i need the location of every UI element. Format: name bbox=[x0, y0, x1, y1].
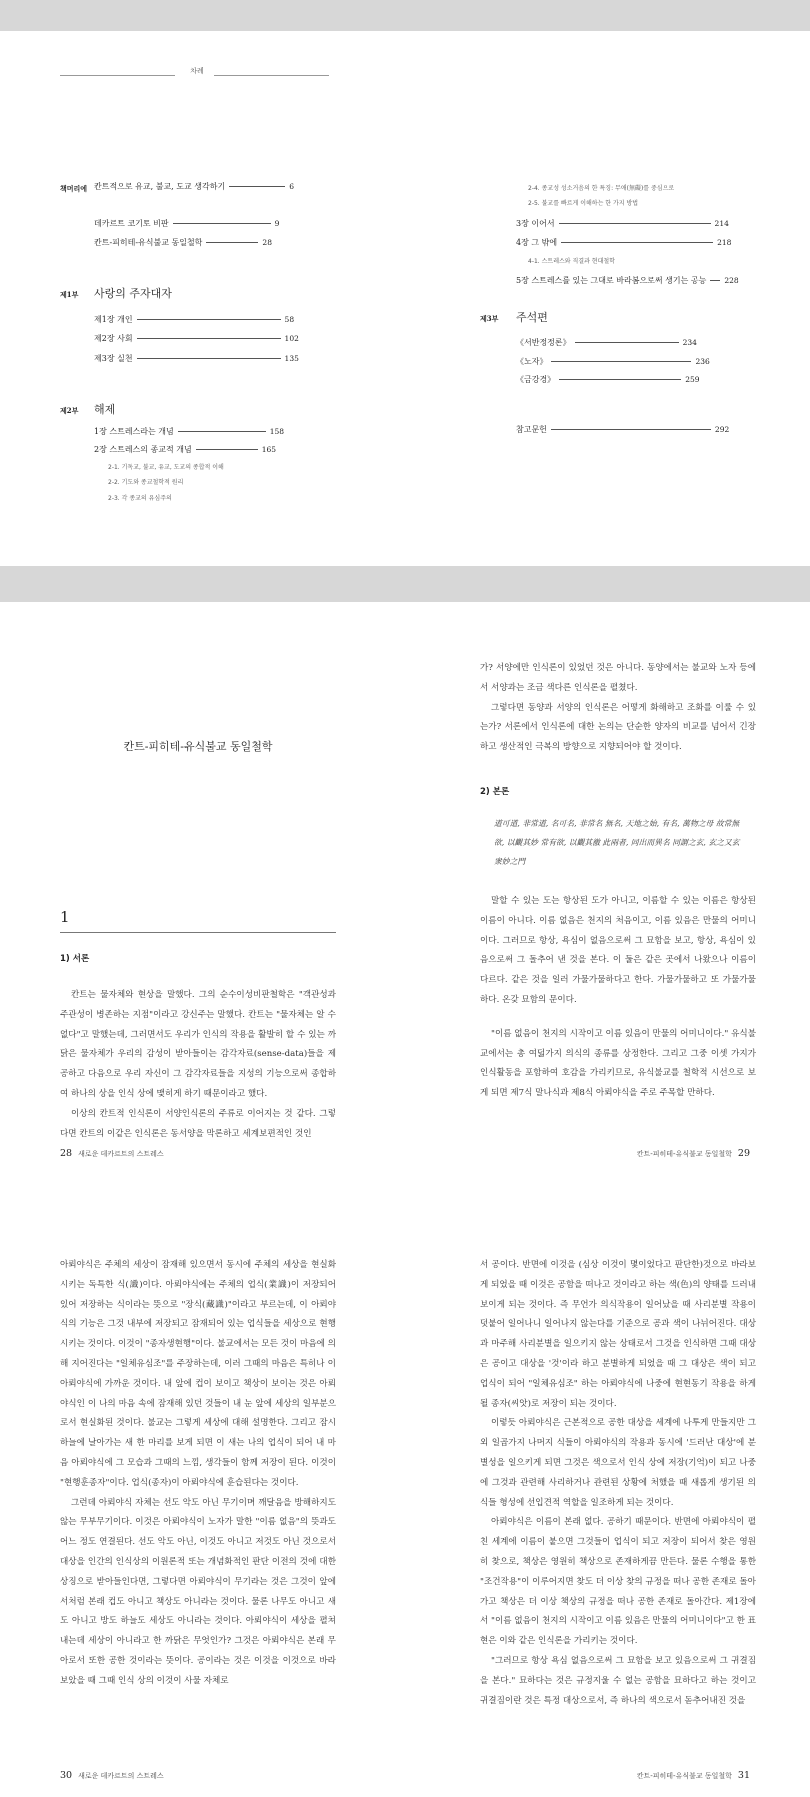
middle-band bbox=[0, 566, 810, 602]
contents-rule-left bbox=[60, 75, 175, 76]
chapter-number: 1 bbox=[60, 908, 70, 926]
toc-entry-kant[interactable] bbox=[94, 237, 272, 248]
paragraph: 말할 수 있는 도는 항상된 도가 아니고, 이름할 수 있는 이름은 항상된 이름이 아니다. 이름 없음은 천지의 처음이고, 이름 있음은 만물의 어미니이다. 그러므로 항상, 욕심이 없음으로써 그 묘함을 보고, 항상, 욕심이 있음으로써 그 돌추어 낸 것을 본다. 이 둘은 같은 곳에서 나왔으나 이름이 다르다. 같은 것을 일러 가물가물하다고 한다. 가물가물하고 또 가물가물하다. 온갖 묘함의 문이다. bbox=[480, 896, 756, 1005]
page-number: 29 bbox=[737, 1148, 750, 1159]
paragraph: 가? 서양에만 인식론이 있었던 것은 아니다. 동양에서는 불교와 노자 등에서 서양과는 조금 색다른 인식론을 펼쳤다. bbox=[480, 663, 756, 693]
part2-title: 해제 bbox=[94, 403, 116, 416]
toc-entry-page: 214 bbox=[714, 219, 729, 228]
toc-subentry[interactable]: 2-2. 기도와 종교철학적 원리 bbox=[108, 479, 184, 486]
paragraph: 그렇다면 동양과 서양의 인식론은 어떻게 화해하고 조화를 이룰 수 있는가? 서론에서 인식론에 대한 논의는 단순한 양자의 비교를 넘어서 긴장하고 생산적인 극복의 방향으로 지향되어야 할 것이다. bbox=[480, 702, 756, 753]
paragraph: "그러므로 항상 욕심 없음으로써 그 묘함을 보고 있음으로써 그 귀결짐을 본다." 묘하다는 것은 규정지울 수 없는 공함을 묘하다고 하는 것이고 귀결짐이란 것은 특정 대상으로서, 즉 하나의 색으로서 돋추어내진 것을 bbox=[480, 1655, 756, 1706]
part2-label: 제2부 bbox=[60, 406, 79, 415]
chapter-title: 칸트-피히테-유식불교 동일철학 bbox=[123, 740, 273, 753]
toc-entry-page: 28 bbox=[262, 238, 272, 247]
toc-entry-page: 218 bbox=[717, 238, 732, 247]
toc-entry-title: 《서반정정론》 bbox=[516, 338, 571, 347]
toc-dotted-leader bbox=[575, 342, 679, 343]
section-heading-intro: 1) 서론 bbox=[60, 954, 90, 964]
toc-entry-page: 259 bbox=[685, 375, 700, 384]
toc-entry-page: 228 bbox=[724, 276, 739, 285]
toc-entry-p3-2[interactable] bbox=[516, 356, 710, 367]
toc-dotted-leader bbox=[137, 338, 281, 339]
toc-dotted-leader bbox=[178, 431, 266, 432]
toc-entry-page: 9 bbox=[274, 219, 280, 228]
toc-entry-page: 165 bbox=[261, 445, 277, 454]
toc-subentry[interactable]: 2-5. 불교를 빠르게 이해하는 한 가지 방법 bbox=[528, 200, 639, 207]
folio-31 bbox=[631, 1770, 750, 1781]
toc-entry-references[interactable] bbox=[516, 424, 729, 435]
page-29-body-top bbox=[480, 659, 756, 758]
running-title: 새로운 데카르트의 스트레스 bbox=[78, 1150, 164, 1158]
toc-entry-page: 292 bbox=[714, 425, 730, 434]
paragraph: 그런데 아뢰야식 자체는 선도 악도 아닌 무기이며 깨달음을 방해하지도 않는 무부무기이다. 이것은 아뢰야식이 노자가 말한 "이름 없음"의 뜻과도 어느 정도 연결된다. 선도 악도 아닌, 이것도 아니고 저것도 아닌 것으로서 대상을 인간의 인식상의 이원론적 또는 개념화적인 판단 이전의 것에 대한 상징으로 받아들인다면, 그렇다면 아뢰야식이 무기라는 것은 그것이 앞에서처럼 본래 컵도 아니고 책상도 아니라는 것이다. 물론 나무도 아니고 새도 아니고 방도 하늘도 세상도 아니라는 것이다. 아뢰야식이 세상을 펼쳐내는데 세상이 아니라고 한 까닭은 무엇인가? 그것은 아뢰야식은 본래 무아로서 또한 공한 것이라는 뜻이다. 공이라는 것은 이것을 이것으로 바라보았을 때 그때 인식 상의 이것이 사물 자체로 bbox=[60, 1497, 336, 1686]
toc-entry-title: 제1장 개인 bbox=[94, 315, 133, 324]
toc-entry-p2-ch3[interactable] bbox=[516, 218, 729, 229]
folio-29 bbox=[631, 1148, 750, 1159]
paragraph: 아뢰야식은 주체의 세상이 잠재해 있으면서 동시에 주체의 세상을 현실화시키는 독특한 식(識)이다. 아뢰야식에는 주체의 업식(業識)이 저장되어 있어 저장하는 식이라는 뜻으로 "장식(藏識)"이라고 부르는데, 이 아뢰야식의 기능은 그것 내부에 저장되고 잠재되어 있는 업식들을 세상으로 현행시키는 것이다. 이것이 "종자생현행"이다. 불교에서는 모든 것이 마음에 의해 지어진다는 "일체유심조"를 주장하는데, 이러 그때의 마음은 특히나 이 아뢰야식에 가까운 것이다. 내 앞에 컵이 보이고 책상이 보이는 것은 아뢰야식인 이 나의 마음 속에 잠재해 있던 것들이 내 눈 앞에 세상의 일부분으로서 현실화된 것이다. 불교는 그렇게 세상에 대해 설명한다. 그리고 잠시 하늘에 날아가는 새 한 마리를 보게 되면 이 새는 나의 업식이 되어 내 마음 아뢰야식에 그 모습과 그때의 느낌, 생각들이 함께 저장이 된다. 이것이 "현행훈종자"이다. 업식(종자)이 아뢰야식에 훈습된다는 것이다. bbox=[60, 1260, 336, 1488]
toc-entry-title: 제2장 사회 bbox=[94, 334, 133, 343]
toc-dotted-leader bbox=[137, 358, 281, 359]
contents-label: 차례 bbox=[190, 67, 204, 75]
toc-entry-p2-ch4[interactable] bbox=[516, 237, 731, 248]
part3-title: 주석편 bbox=[516, 311, 548, 324]
toc-entry-title: 제3장 실천 bbox=[94, 354, 133, 363]
toc-dotted-leader bbox=[551, 361, 691, 362]
toc-entry-p3-1[interactable] bbox=[516, 337, 697, 348]
preface-label: 책머리에 bbox=[60, 184, 88, 193]
toc-entry-page: 58 bbox=[284, 315, 295, 324]
toc-entry-title: 2장 스트레스의 종교적 개념 bbox=[94, 445, 192, 454]
folio-28 bbox=[60, 1148, 170, 1159]
toc-entry-title: 4장 그 밖에 bbox=[516, 238, 558, 247]
page-number: 28 bbox=[60, 1148, 73, 1159]
toc-dotted-leader bbox=[206, 242, 258, 243]
part3-label: 제3부 bbox=[480, 314, 499, 323]
paragraph: 서 공이다. 반면에 이것을 (심상 이것이 몇이었다고 판단한)것으로 바라보게 되었을 때 이것은 공함을 떠나고 것이라고 하는 색(色)의 양태를 드러내보이게 되는 것이다. 즉 무언가 의식작용이 일어났을 때 사리분별 작용이 덧붙어 일어나니 일어나지 않는다를 기준으로 공과 색이 나뉘어진다. 대상과 마주해 사리분별을 일으키지 않는 상태로서 그것을 인식하면 그때 대상은 공이고 대상을 '것'이라 하고 분별하게 되었을 때 그 대상은 색이 되고 업식이 되어 "일체유심조" 하는 아뢰야식에 나중에 현현동기 작용을 하게 될 종자(씨앗)로 저장이 되는 것이다. bbox=[480, 1260, 756, 1409]
classical-chinese-quote: 道可道, 非常道, 名可名, 非常名 無名, 天地之始, 有名, 萬物之母 故常無欲, 以觀其妙 常有欲, 以觀其徼 此兩者, 同出而異名 同謂之玄, 玄之又玄 衆妙之門 bbox=[494, 819, 740, 866]
page-29-body-bottom bbox=[480, 892, 756, 1104]
toc-entry-title: 데카르트 코기토 비판 bbox=[94, 219, 169, 228]
toc-subentry[interactable]: 2-3. 각 종교의 유심주의 bbox=[108, 495, 172, 502]
toc-entry-title: 1장 스트레스라는 개념 bbox=[94, 427, 174, 436]
toc-subentry[interactable]: 2-4. 종교성 성소거음의 한 특징: 무애(無礙)를 중심으로 bbox=[528, 185, 675, 192]
toc-entry-title: 칸트적으로 유교, 불교, 도교 생각하기 bbox=[94, 182, 226, 191]
section-heading-main: 2) 본론 bbox=[480, 787, 510, 797]
toc-dotted-leader bbox=[229, 186, 285, 187]
toc-entry-p3-3[interactable] bbox=[516, 374, 700, 385]
toc-entry-p2-ch5[interactable] bbox=[516, 275, 739, 286]
toc-entry-page: 234 bbox=[682, 338, 697, 347]
toc-dotted-leader bbox=[551, 429, 711, 430]
toc-dotted-leader bbox=[559, 223, 711, 224]
toc-entry-page: 6 bbox=[289, 182, 294, 191]
toc-entry-title: 참고문헌 bbox=[516, 425, 547, 434]
toc-dotted-leader bbox=[137, 319, 281, 320]
toc-entry-ch1[interactable] bbox=[94, 314, 294, 325]
paragraph: 이상의 칸트적 인식론이 서양인식론의 주류로 이어지는 것 같다. 그렇다면 칸트의 이같은 인식론은 동서양을 막론하고 세계보편적인 것인 bbox=[60, 1108, 336, 1139]
toc-entry-p2-ch1[interactable] bbox=[94, 426, 284, 437]
page-number: 31 bbox=[737, 1770, 750, 1781]
paragraph: 이렇듯 아뢰야식은 근본적으로 공한 대상을 세계에 나투게 만들지만 그 외 일곱가지 나머지 식들이 아뢰야식의 작용과 동시에 '드러난 대상'에 분별성을 일으키게 되면 그것은 색으로서 인식 상에 저장(기억)이 되고 나중에 그것과 관련해 사리하거나 관련된 상황에 처했을 때 새롭게 생기된 의식들 형성에 선입견적 역할을 일조하게 되는 것이다. bbox=[480, 1418, 756, 1508]
toc-dotted-leader bbox=[173, 223, 271, 224]
toc-entry-page: 158 bbox=[269, 427, 285, 436]
toc-entry-title: 5장 스트레스를 있는 그대로 바라봄으로써 생기는 공능 bbox=[516, 276, 707, 285]
toc-entry-title: 《금강경》 bbox=[516, 375, 556, 384]
toc-entry-ch2[interactable] bbox=[94, 333, 299, 344]
paragraph: 아뢰야식은 이름이 본래 없다. 공하기 때문이다. 반면에 아뢰야식이 펼친 세계에 이름이 붙으면 그것들이 업식이 되고 저장이 되어서 찾은 영원히 찾으로, 책상은 영원히 책상으로 존재하게끔 만든다. 물론 수행을 통한 "조건작용"이 이루어지면 찾도 더 이상 찾의 규정을 떠나 공한 존재로 돌아가고 책상은 더 이상 책상의 규정을 떠나 공한 존재로 돌아간다. 제1장에서 "이름 없음이 천지의 시작이고 이름 있음은 만물의 어미니이다"고 한 표현은 이와 같은 인식론을 가리키는 것이다. bbox=[480, 1517, 756, 1647]
toc-dotted-leader bbox=[196, 449, 258, 450]
folio-30 bbox=[60, 1770, 170, 1781]
toc-entry-title: 3장 이어서 bbox=[516, 219, 555, 228]
running-title: 칸트-피히테-유식불교 동일철학 bbox=[636, 1772, 732, 1780]
toc-entry-title: 《노자》 bbox=[516, 357, 548, 366]
toc-entry-title: 칸트-피히테-유식불교 동일철학 bbox=[94, 238, 203, 247]
toc-entry-page: 236 bbox=[695, 357, 710, 366]
toc-entry-page: 135 bbox=[284, 354, 299, 363]
toc-entry-ch3[interactable] bbox=[94, 353, 299, 364]
page-28-body bbox=[60, 986, 336, 1144]
paragraph: "이름 없음이 천지의 시작이고 이름 있음이 만물의 어미니이다." 유식불교에서는 총 여덟가지 의식의 종류를 상정한다. 그리고 그중 이셋 가지가 인식활동을 포함하여 호감을 가리키므로, 유식불교를 철학적 시선으로 보게 되면 제7식 말나식과 제8식 아뢰야식을 주로 주목할 만하다. bbox=[480, 1028, 756, 1099]
toc-entry-descartes[interactable] bbox=[94, 218, 279, 229]
part1-title: 사랑의 주자대자 bbox=[94, 287, 172, 300]
toc-dotted-leader bbox=[710, 280, 720, 281]
part1-label: 제1부 bbox=[60, 290, 79, 299]
toc-subentry[interactable]: 4-1. 스트레스와 직결과 현대철학 bbox=[528, 258, 615, 265]
toc-entry-page: 102 bbox=[284, 334, 299, 343]
toc-dotted-leader bbox=[559, 379, 681, 380]
toc-entry-preface[interactable] bbox=[94, 181, 294, 192]
chapter-rule bbox=[60, 932, 336, 933]
paragraph: 칸트는 물자체와 현상을 말했다. 그의 순수이성비판철학은 "객관성과 주관성이 병존하는 지점"이라고 강신주는 말했다. 칸트는 "물자체는 알 수 없다"고 말했는데, 그러면서도 우리가 인식의 작용을 활발히 할 수 있는 까닭은 물자체가 우리의 감성이 받아들이는 감각자료(sense-data)들을 제공하고 다음으로 우리 자신이 그 감각자료들을 지성의 기능으로써 종합하여 하나의 상을 인식 상에 맺히게 하기 때문이라고 했다. bbox=[60, 990, 336, 1099]
running-title: 새로운 데카르트의 스트레스 bbox=[78, 1772, 164, 1780]
page-30-body bbox=[60, 1256, 336, 1692]
running-title: 칸트-피히테-유식불교 동일철학 bbox=[636, 1150, 732, 1158]
toc-subentry[interactable]: 2-1. 기독교, 불교, 유교, 도교의 종합적 이해 bbox=[108, 464, 224, 471]
toc-dotted-leader bbox=[561, 242, 713, 243]
top-band bbox=[0, 0, 810, 31]
page-31-body bbox=[480, 1256, 756, 1711]
contents-rule-right bbox=[214, 75, 329, 76]
page-number: 30 bbox=[60, 1770, 73, 1781]
toc-entry-p2-ch2[interactable] bbox=[94, 444, 276, 455]
